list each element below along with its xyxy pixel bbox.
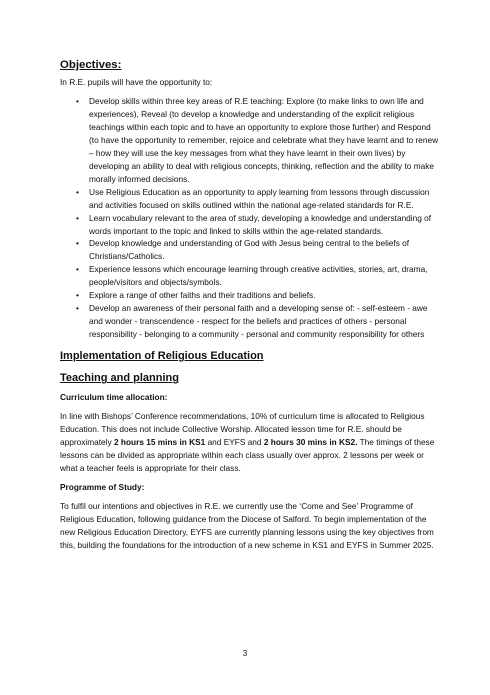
page-number: 3: [242, 649, 248, 658]
list-item-text: Develop an awareness of their personal faith and a developing sense of: - self-esteem - awe and wonder - transcendence - respect for the beliefs and practices of others - personal responsibility - belonging to a community - personal and community responsibility for others: [89, 303, 428, 340]
list-item-text: Develop skills within three key areas of R.E teaching: Explore (to make links to own life and experiences), Reveal (to develop a knowledge and understanding of the explicit religious teachings within each topic and to have an opportunity to explore those further) and Respond (to have the opportunity to remember, rejoice and celebrate what they have learnt and to renew – how they will use the key messages from what they have learnt in their own lives) by developing an ability to deal with religious concepts, thinking, reflection and the ability to make morally informed decisions.: [89, 96, 439, 184]
list-item-text: Use Religious Education as an opportunity to apply learning from lessons through discussion and activities focused on skills outlined within the national age-related standards for R.E.: [89, 186, 430, 210]
list-item: [60, 302, 440, 341]
list-item: [60, 289, 440, 302]
ks1-time: 2 hours 15 mins in KS1: [113, 437, 206, 448]
bullet-icon: •: [76, 96, 79, 106]
objectives-intro: In R.E. pupils will have the opportunity to:: [60, 77, 213, 87]
bullet-icon: •: [76, 186, 79, 197]
programme-heading: Programme of Study:: [60, 482, 145, 493]
bullet-icon: •: [76, 238, 79, 249]
list-item-text: Develop knowledge and understanding of God with Jesus being central to the beliefs of Christians/Catholics.: [89, 238, 410, 262]
list-item: [60, 95, 440, 186]
document-page: [60, 58, 440, 558]
list-item: [60, 212, 440, 238]
curriculum-text-1: In line with Bishops’ Conference recommendations, 10% of curriculum time is allocated to Religious Education. This does not include Collective Worship. Allocated lesson time for R.E. should be approximately: [60, 411, 425, 448]
programme-paragraph: To fulfil our intentions and objectives in R.E. we currently use the ‘Come and See’ Programme of Religious Education, following guidance from the Diocese of Salford. To begin implementation of the new Religious Education Directory, EYFS are currently planning lessons using the key objectives from this, building the foundations for the introduction of a new scheme in KS1 and EYFS in Summer 2025.: [60, 501, 434, 551]
teaching-planning-heading: Teaching and planning: [60, 372, 179, 385]
list-item: [60, 186, 440, 212]
implementation-heading: Implementation of Religious Education: [60, 350, 264, 363]
bullet-icon: •: [76, 264, 79, 275]
curriculum-text-2: and EYFS and: [205, 437, 264, 448]
bullet-icon: •: [76, 303, 79, 314]
list-item-text: Learn vocabulary relevant to the area of study, developing a knowledge and understanding of words important to the topic and linked to skills within the age-related standards.: [89, 212, 432, 236]
objectives-list: [60, 95, 440, 341]
list-item: [60, 263, 440, 289]
list-item-text: Explore a range of other faiths and their traditions and beliefs.: [89, 290, 316, 301]
objectives-heading: Objectives:: [60, 59, 122, 71]
curriculum-text-3: The timings of these lessons can be divided as appropriate within each class usually over approx. 2 lessons per week or what a teacher feels is appropriate for their class.: [60, 437, 435, 474]
ks2-time: 2 hours 30 mins in KS2.: [263, 437, 358, 448]
list-item: [60, 237, 440, 263]
curriculum-time-heading: Curriculum time allocation:: [60, 392, 168, 403]
bullet-icon: •: [76, 290, 79, 301]
list-item-text: Experience lessons which encourage learning through creative activities, stories, art, drama, people/visitors and objects/symbols.: [89, 264, 428, 288]
bullet-icon: •: [76, 212, 79, 223]
curriculum-time-paragraph: [60, 410, 440, 475]
